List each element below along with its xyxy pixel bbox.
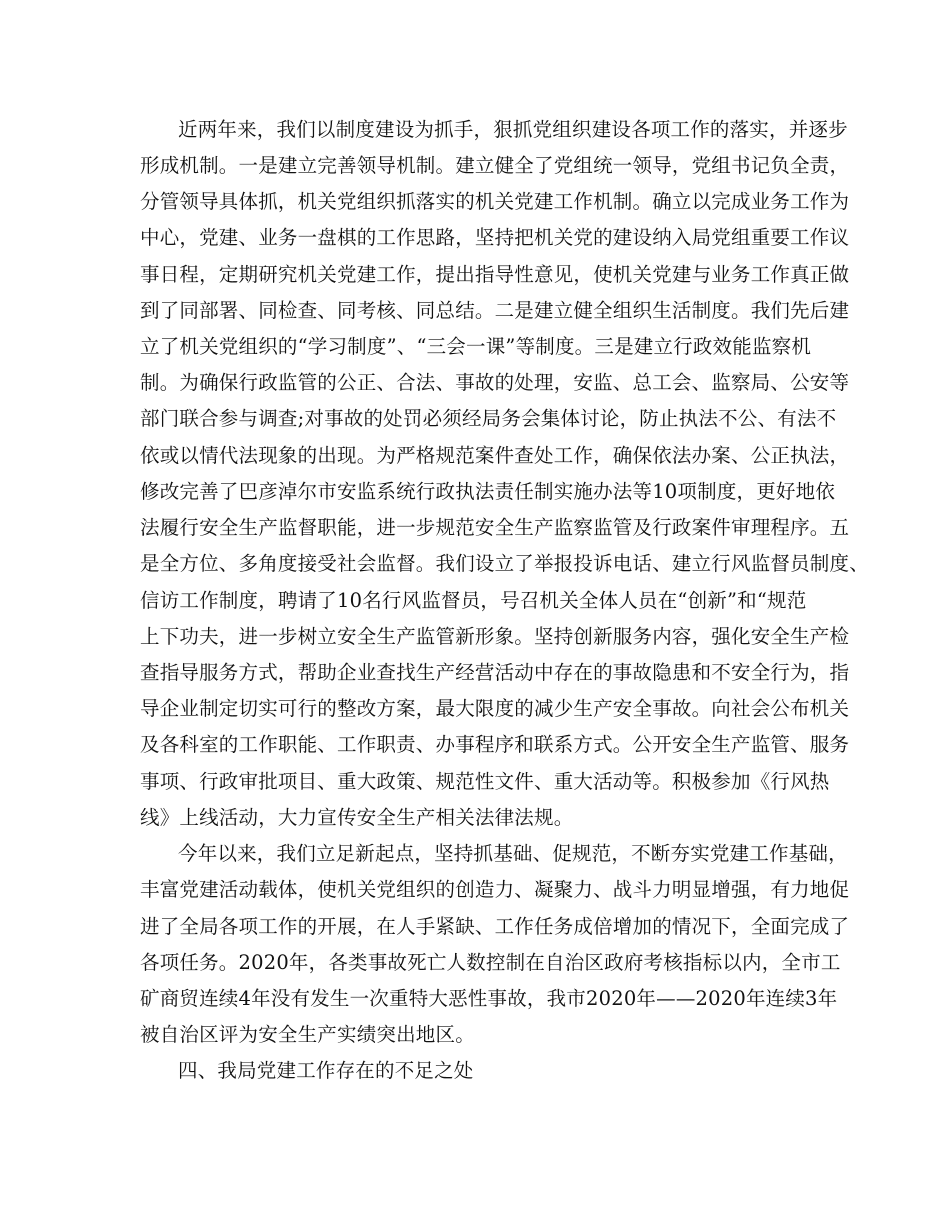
- paragraph-1-line-12: 法履行安全生产监督职能，进一步规范安全生产监察监管及行政案件审理程序。五: [140, 516, 850, 539]
- section-heading-4: 四、我局党建工作存在的不足之处: [178, 1059, 474, 1082]
- paragraph-1-line-5: 事日程，定期研究机关党建工作，提出指导性意见，使机关党建与业务工作真正做: [140, 263, 850, 286]
- paragraph-1-line-10: 依或以情代法现象的出现。为严格规范案件查处工作，确保依法办案、公正执法，: [140, 444, 850, 467]
- paragraph-1-line-15: 上下功夫，进一步树立安全生产监管新形象。坚持创新服务内容，强化安全生产检: [140, 625, 850, 648]
- paragraph-2-line-1: 今年以来，我们立足新起点，坚持抓基础、促规范，不断夯实党建工作基础，: [178, 842, 848, 865]
- paragraph-1-line-16: 查指导服务方式，帮助企业查找生产经营活动中存在的事故隐患和不安全行为，指: [140, 661, 850, 684]
- paragraph-1-line-1: 近两年来，我们以制度建设为抓手，狠抓党组织建设各项工作的落实，并逐步: [178, 118, 848, 141]
- paragraph-1-line-13: 是全方位、多角度接受社会监督。我们设立了举报投诉电话、建立行风监督员制度、: [140, 552, 869, 575]
- paragraph-1-line-7: 立了机关党组织的“学习制度”、“三会一课”等制度。三是建立行政效能监察机: [140, 335, 812, 358]
- paragraph-2-line-4: 各项任务。2020年，各类事故死亡人数控制在自治区政府考核指标以内，全市工: [140, 951, 841, 974]
- paragraph-1-line-4: 中心，党建、业务一盘棋的工作思路，坚持把机关党的建设纳入局党组重要工作议: [140, 226, 850, 249]
- paragraph-1-line-20: 线》上线活动，大力宣传安全生产相关法律法规。: [140, 806, 574, 829]
- paragraph-1-line-8: 制。为确保行政监管的公正、合法、事故的处理，安监、总工会、监察局、公安等: [140, 371, 850, 394]
- paragraph-1-line-14: 信访工作制度，聘请了10名行风监督员，号召机关全体人员在“创新”和“规范: [140, 589, 807, 612]
- paragraph-1-line-11: 修改完善了巴彦淖尔市安监系统行政执法责任制实施办法等10项制度，更好地依: [140, 480, 836, 503]
- paragraph-2-line-3: 进了全局各项工作的开展，在人手紧缺、工作任务成倍增加的情况下，全面完成了: [140, 915, 850, 938]
- paragraph-1-line-19: 事项、行政审批项目、重大政策、规范性文件、重大活动等。积极参加《行风热: [140, 770, 830, 793]
- paragraph-1-line-2: 形成机制。一是建立完善领导机制。建立健全了党组统一领导，党组书记负全责，: [140, 154, 850, 177]
- paragraph-1-line-17: 导企业制定切实可行的整改方案，最大限度的减少生产安全事故。向社会公布机关: [140, 697, 850, 720]
- paragraph-2-line-2: 丰富党建活动载体，使机关党组织的创造力、凝聚力、战斗力明显增强，有力地促: [140, 878, 850, 901]
- paragraph-2-line-6: 被自治区评为安全生产实绩突出地区。: [140, 1023, 475, 1046]
- paragraph-1-line-18: 及各科室的工作职能、工作职责、办事程序和联系方式。公开安全生产监管、服务: [140, 733, 850, 756]
- paragraph-2-line-5: 矿商贸连续4年没有发生一次重特大恶性事故，我市2020年——2020年连续3年: [140, 987, 838, 1010]
- paragraph-1-line-6: 到了同部署、同检查、同考核、同总结。二是建立健全组织生活制度。我们先后建: [140, 299, 850, 322]
- paragraph-1-line-9: 部门联合参与调查;对事故的处罚必须经局务会集体讨论，防止执法不公、有法不: [140, 407, 837, 430]
- paragraph-1-line-3: 分管领导具体抓，机关党组织抓落实的机关党建工作机制。确立以完成业务工作为: [140, 190, 850, 213]
